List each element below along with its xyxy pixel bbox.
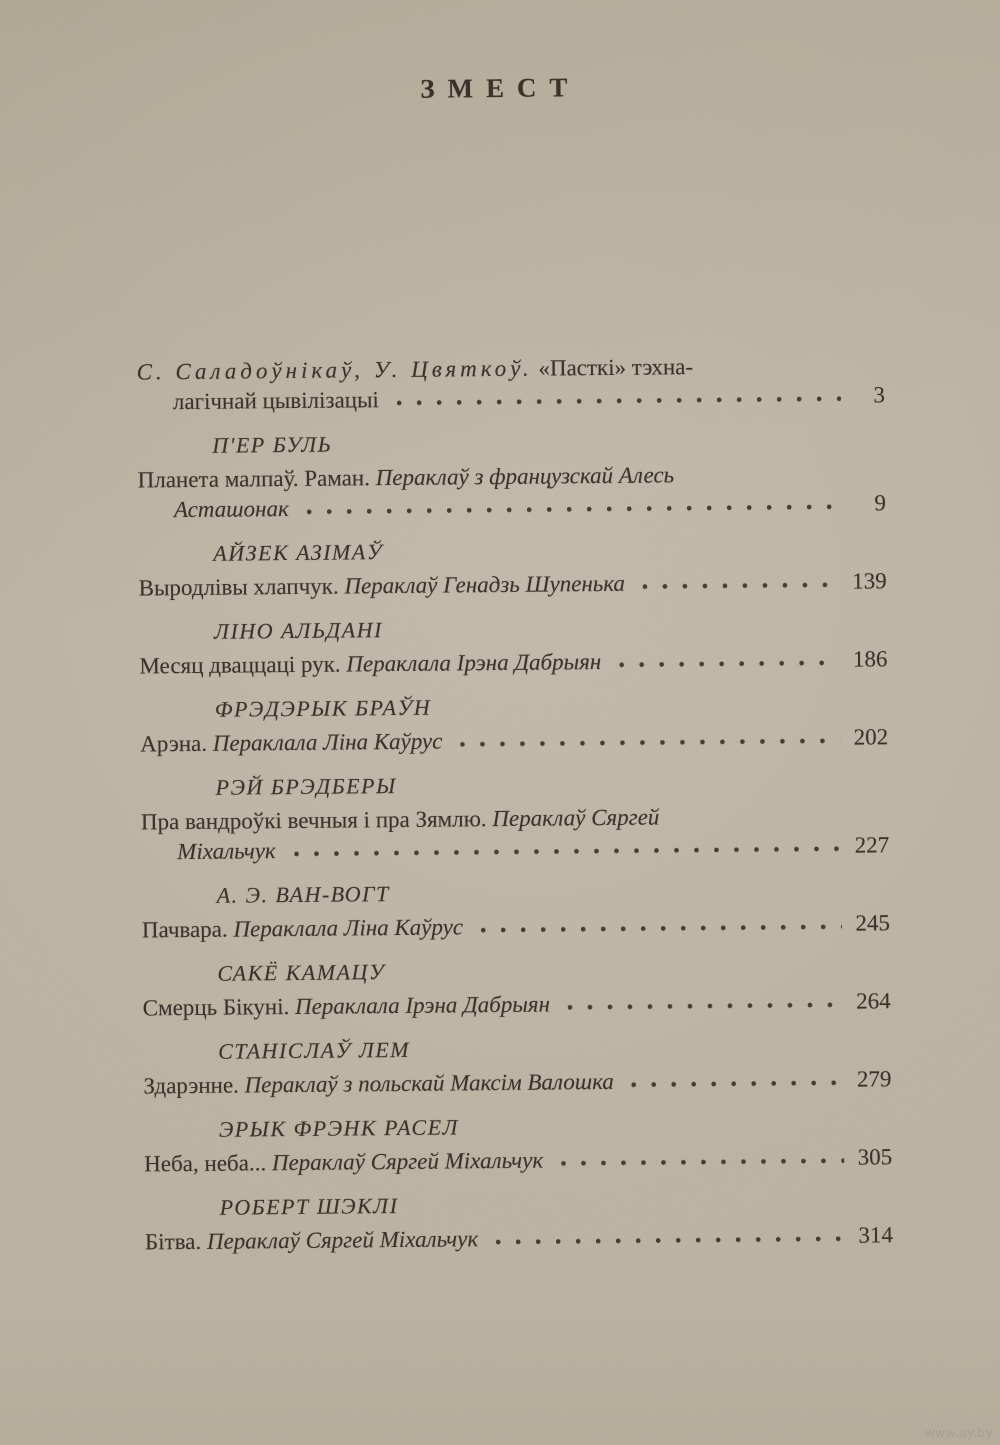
dot-leader (619, 659, 839, 669)
dot-leader (294, 845, 841, 858)
toc-line (137, 380, 885, 417)
toc-entry (140, 768, 889, 867)
toc-line (138, 488, 886, 525)
toc-text-segment: Пераклаў Сяргей (492, 804, 660, 832)
page-number: 202 (853, 724, 889, 750)
toc-entry (140, 690, 889, 759)
page-number: 227 (854, 832, 890, 858)
toc-line-text (144, 1146, 543, 1180)
toc-line-text (145, 1224, 478, 1257)
toc-author-heading: ЛІНО АЛЬДАНІ (213, 617, 383, 644)
toc-author-heading: П'ЕР БУЛЬ (212, 431, 333, 458)
toc-line (139, 566, 887, 603)
toc-text-segment: Пераклала Ліна Каўрус (212, 728, 443, 756)
toc-line (140, 722, 888, 759)
toc-text-segment: Неба, неба... (144, 1150, 273, 1177)
toc-text-segment: Пераклаў з французскай Алесь (375, 462, 675, 491)
toc-line (141, 830, 889, 867)
toc-entry (145, 1188, 894, 1257)
toc-text-segment: Асташонак (173, 496, 289, 523)
dot-leader (460, 737, 839, 749)
toc-text-segment: Планета малпаў. Раман. (137, 465, 376, 493)
toc-line-text (140, 727, 442, 760)
toc-line-text (141, 802, 660, 837)
page-number: 264 (856, 988, 891, 1014)
page-number: 305 (857, 1144, 893, 1170)
dot-leader (397, 395, 841, 407)
toc-line (144, 1142, 892, 1179)
toc-entry (142, 876, 891, 945)
toc-entry (137, 426, 886, 525)
toc-text-segment: Пераклаў Сяргей Міхальчук (206, 1226, 479, 1254)
page-number: 186 (852, 646, 888, 672)
page-number: 139 (852, 568, 887, 594)
toc-entry (143, 1032, 892, 1101)
toc-line-text (173, 385, 379, 417)
toc-line-text (177, 836, 276, 867)
page-number: 245 (855, 910, 891, 936)
toc-text-segment: Месяц дваццаці рук. (139, 651, 347, 679)
toc-title: ЗМЕСТ (420, 72, 581, 104)
toc-text-segment: С. Саладоўнікаў, У. Цвяткоў. (136, 355, 533, 385)
toc-text-segment: Пераклала Ліна Каўрус (233, 914, 464, 942)
toc-author-heading: СТАНІСЛАЎ ЛЕМ (218, 1036, 411, 1064)
dot-leader (307, 503, 842, 516)
toc-line (143, 986, 891, 1023)
toc-text-segment: Смерць Бікуні. (142, 993, 296, 1021)
toc-line-text (139, 569, 626, 604)
toc-text-segment: лагічнай цывілізацыі (172, 387, 379, 415)
toc-text-segment: Пераклала Ірэна Дабрыян (346, 649, 602, 677)
toc-entry (139, 612, 888, 681)
toc-entry (144, 1110, 893, 1179)
toc-text-segment: Бітва. (144, 1228, 208, 1255)
dot-leader (568, 1001, 842, 1012)
toc-text-segment: Пераклала Ірэна Дабрыян (294, 991, 551, 1019)
dot-leader (481, 923, 841, 934)
toc-line-text (142, 912, 463, 945)
page-number: 279 (856, 1066, 892, 1092)
toc-line-text (136, 352, 693, 387)
toc-entry (136, 350, 885, 417)
toc-line-text (138, 460, 675, 495)
toc-line (142, 908, 890, 945)
toc-text-segment: Міхальчук (177, 838, 276, 865)
toc-entry (142, 954, 891, 1023)
toc-author-heading: А. Э. ВАН-ВОГТ (216, 881, 390, 908)
dot-leader (632, 1079, 843, 1089)
toc-line (143, 1064, 891, 1101)
toc-author-heading: АЙЗЕК АЗІМАЎ (213, 539, 384, 566)
toc-author-heading: РЭЙ БРЭДБЕРЫ (215, 772, 397, 800)
toc-author-heading: РОБЕРТ ШЭКЛІ (219, 1192, 399, 1220)
page-number: 3 (873, 382, 885, 408)
dot-leader (561, 1157, 844, 1168)
toc-author-heading: САКЁ КАМАЦУ (217, 959, 386, 986)
toc-line-text (143, 1067, 614, 1102)
toc-entry (138, 534, 887, 603)
toc-list (136, 350, 893, 1257)
toc-text-segment: Пераклаў Генадзь Шупенька (344, 570, 626, 599)
toc-author-heading: ЭРЫК ФРЭНК РАСЕЛ (218, 1114, 460, 1142)
toc-text-segment: Выродлівы хлапчук. (138, 573, 345, 601)
toc-line-text (139, 647, 601, 681)
dot-leader (643, 581, 838, 591)
page-number: 314 (858, 1222, 894, 1248)
toc-line (145, 1220, 893, 1257)
dot-leader (496, 1235, 844, 1246)
toc-line-text (174, 494, 289, 525)
watermark: www.ay.by (925, 1426, 993, 1440)
toc-text-segment: Пераклаў Сяргей Міхальчук (271, 1147, 544, 1176)
toc-text-segment: Здарэнне. (143, 1072, 245, 1099)
page-number: 9 (874, 490, 887, 516)
toc-line-text (143, 990, 551, 1024)
toc-line (139, 644, 887, 681)
toc-text-segment: Пра вандроўкі вечныя і пра Зямлю. (140, 806, 493, 835)
toc-text-segment: Арэна. (140, 730, 213, 757)
toc-text-segment: Пачвара. (141, 916, 234, 943)
toc-author-heading: ФРЭДЭРЫК БРАЎН (214, 694, 432, 722)
toc-text-segment: «Пасткі» тэхна- (532, 354, 694, 381)
toc-text-segment: Пераклаў з польскай Максім Валошка (244, 1068, 614, 1098)
